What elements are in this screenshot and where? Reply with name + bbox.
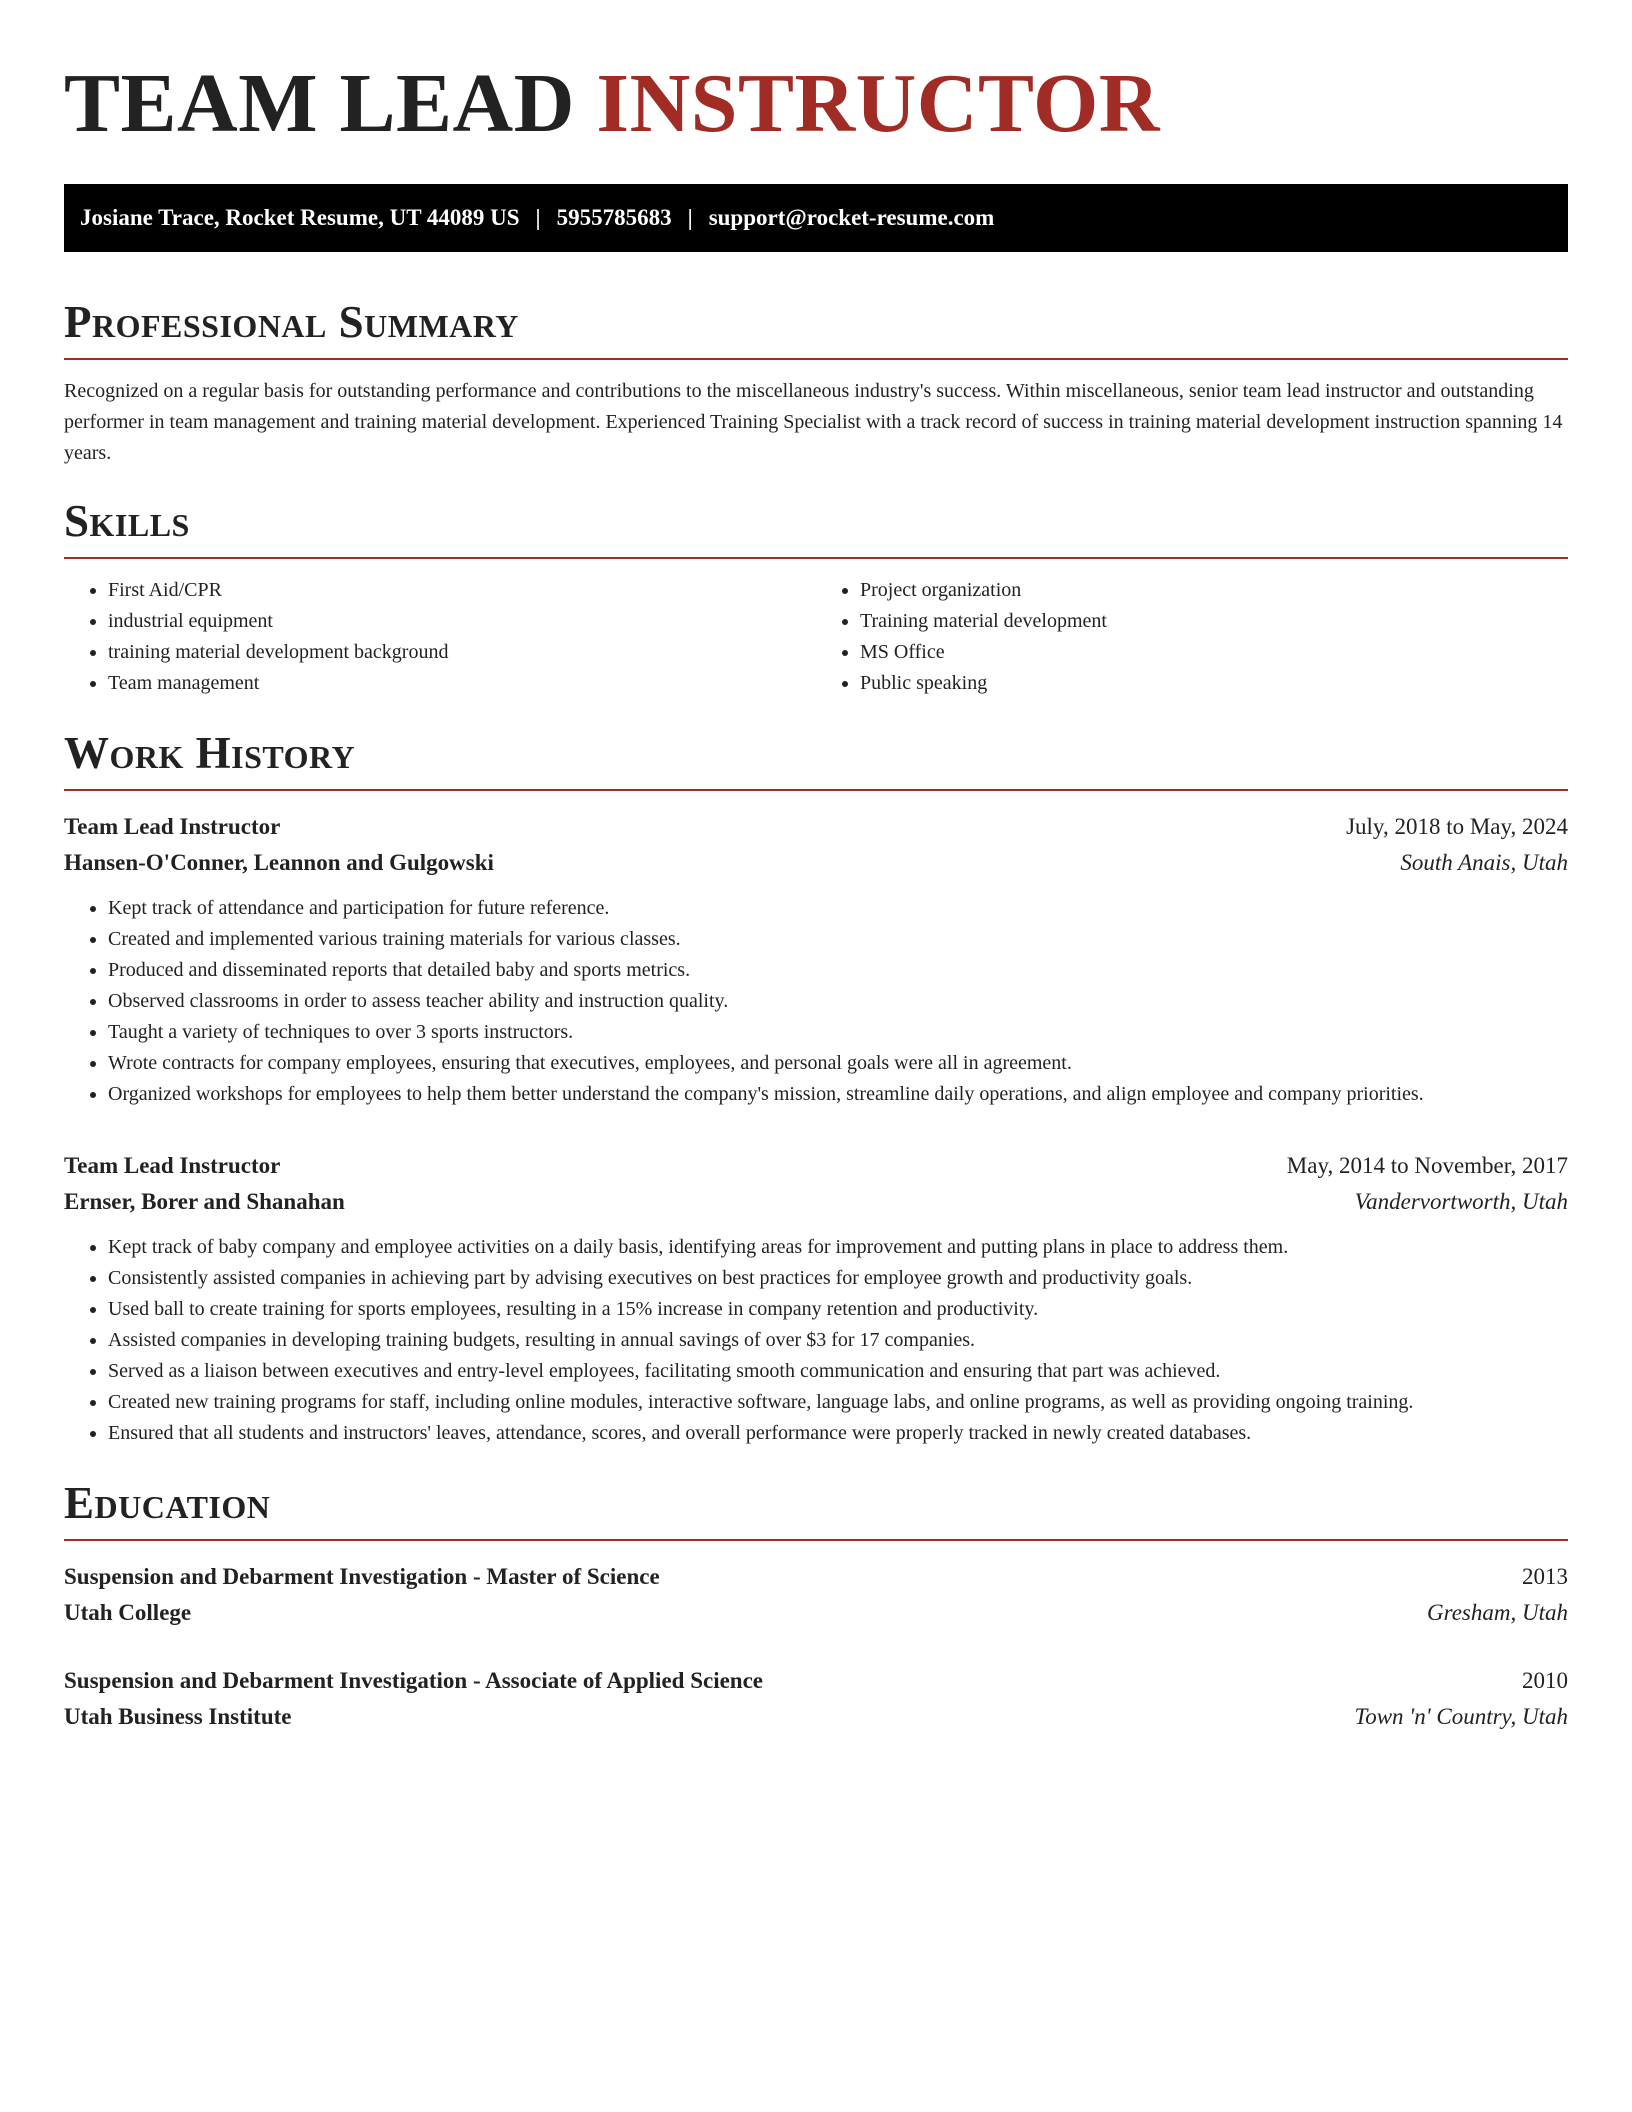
education-location: Town 'n' Country, Utah xyxy=(1354,1704,1568,1729)
job-company: Hansen-O'Conner, Leannon and Gulgowski xyxy=(64,850,494,875)
job-bullet: • Assisted companies in developing training budgets, resulting in annual savings of over $3 for 17 companies. xyxy=(108,1325,1568,1356)
title-part-primary: TEAM LEAD xyxy=(64,57,575,150)
education-degree: Suspension and Debarment Investigation - Associate of Applied Science xyxy=(64,1668,764,1693)
work-history-heading: Work History xyxy=(64,725,1568,791)
job-bullet: • Organized workshops for employees to help them better understand the company's mission, streamline daily operations, and align employee and company priorities. xyxy=(108,1079,1568,1110)
education-degree-row xyxy=(64,1559,1568,1595)
job-company-row xyxy=(64,845,1568,881)
education-school: Utah Business Institute xyxy=(64,1704,292,1729)
skill-item: • Public speaking xyxy=(860,668,1568,699)
skill-item: • First Aid/CPR xyxy=(108,575,816,606)
education-heading: Education xyxy=(64,1475,1568,1541)
job-bullet: • Produced and disseminated reports that detailed baby and sports metrics. xyxy=(108,955,1568,986)
education-section xyxy=(64,1475,1568,1735)
skills-section xyxy=(64,493,1568,699)
education-degree-row xyxy=(64,1663,1568,1699)
contact-bar xyxy=(64,184,1568,252)
skill-item: • Project organization xyxy=(860,575,1568,606)
job-company: Ernser, Borer and Shanahan xyxy=(64,1189,345,1214)
job-bullet: • Observed classrooms in order to assess teacher ability and instruction quality. xyxy=(108,986,1568,1017)
job-location: South Anais, Utah xyxy=(1400,850,1568,875)
skills-grid xyxy=(64,575,1568,699)
title-part-accent: INSTRUCTOR xyxy=(596,57,1160,150)
job-header-row xyxy=(64,809,1568,845)
job-bullet: • Taught a variety of techniques to over 3 sports instructors. xyxy=(108,1017,1568,1048)
work-history-section xyxy=(64,725,1568,1449)
education-year: 2013 xyxy=(1522,1564,1568,1589)
job-title: Team Lead Instructor xyxy=(64,814,281,839)
job-bullet: • Served as a liaison between executives and entry-level employees, facilitating smooth communication and ensuring that part was achieved. xyxy=(108,1356,1568,1387)
resume-title xyxy=(64,0,1568,152)
job-dates: July, 2018 to May, 2024 xyxy=(1346,814,1568,839)
skill-item: • Team management xyxy=(108,668,816,699)
job-entry xyxy=(64,1148,1568,1449)
education-entry xyxy=(64,1559,1568,1631)
job-bullets xyxy=(64,893,1568,1110)
skills-heading: Skills xyxy=(64,493,1568,559)
job-bullet: • Used ball to create training for sports employees, resulting in a 15% increase in company retention and productivity. xyxy=(108,1294,1568,1325)
job-dates: May, 2014 to November, 2017 xyxy=(1286,1153,1568,1178)
job-bullet: • Kept track of attendance and participation for future reference. xyxy=(108,893,1568,924)
education-entry xyxy=(64,1663,1568,1735)
skill-item: • industrial equipment xyxy=(108,606,816,637)
contact-separator: | xyxy=(687,205,693,230)
job-bullet: • Wrote contracts for company employees, ensuring that executives, employees, and personal goals were all in agreement. xyxy=(108,1048,1568,1079)
education-school: Utah College xyxy=(64,1600,192,1625)
job-bullets xyxy=(64,1232,1568,1449)
job-bullet: • Kept track of baby company and employee activities on a daily basis, identifying areas for improvement and putting plans in place to address them. xyxy=(108,1232,1568,1263)
summary-heading: Professional Summary xyxy=(64,294,1568,360)
job-bullet: • Consistently assisted companies in achieving part by advising executives on best practices for employee growth and productivity goals. xyxy=(108,1263,1568,1294)
education-school-row xyxy=(64,1699,1568,1735)
skills-list-right xyxy=(816,575,1568,699)
summary-section xyxy=(64,294,1568,469)
job-bullet: • Created and implemented various training materials for various classes. xyxy=(108,924,1568,955)
education-year: 2010 xyxy=(1522,1668,1568,1693)
skills-list-left xyxy=(64,575,816,699)
job-header-row xyxy=(64,1148,1568,1184)
job-company-row xyxy=(64,1184,1568,1220)
job-bullet: • Created new training programs for staff, including online modules, interactive software, language labs, and online programs, as well as providing ongoing training. xyxy=(108,1387,1568,1418)
contact-phone: 5955785683 xyxy=(556,205,672,230)
contact-address: Josiane Trace, Rocket Resume, UT 44089 US xyxy=(80,205,520,230)
job-title: Team Lead Instructor xyxy=(64,1153,281,1178)
job-location: Vandervortworth, Utah xyxy=(1354,1189,1568,1214)
skill-item: • MS Office xyxy=(860,637,1568,668)
job-entry xyxy=(64,809,1568,1110)
contact-separator: | xyxy=(535,205,541,230)
skill-item: • training material development background xyxy=(108,637,816,668)
job-bullet: • Ensured that all students and instructors' leaves, attendance, scores, and overall performance were properly tracked in newly created databases. xyxy=(108,1418,1568,1449)
education-degree: Suspension and Debarment Investigation - Master of Science xyxy=(64,1564,660,1589)
summary-text: Recognized on a regular basis for outstanding performance and contributions to the miscellaneous industry's success. Within miscellaneous, senior team lead instructor and outstanding performer in team management and training material development. Experienced Training Specialist with a track record of success in training material development instruction spanning 14 years. xyxy=(64,380,1563,464)
contact-email[interactable]: support@rocket-resume.com xyxy=(708,205,995,230)
skill-item: • Training material development xyxy=(860,606,1568,637)
education-school-row xyxy=(64,1595,1568,1631)
education-location: Gresham, Utah xyxy=(1427,1600,1568,1625)
